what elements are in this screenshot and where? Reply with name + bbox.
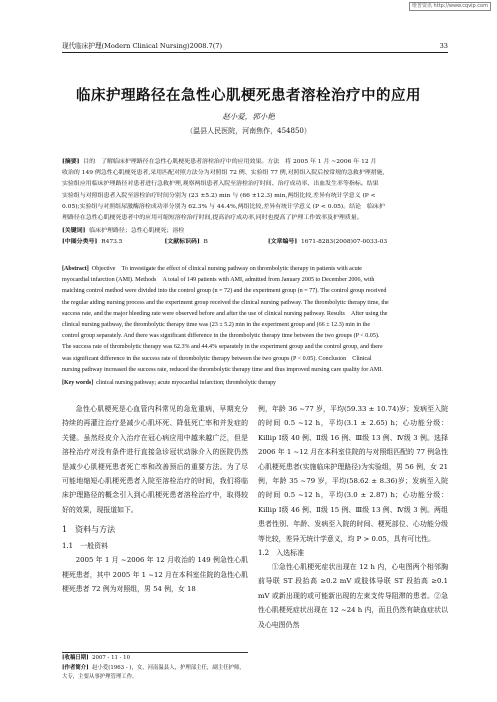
intro-paragraph: 急性心肌梗死是心血管内科常见的急危重病，早期充分持续的再灌注治疗是减少心肌坏死、降低死亡率和并发症的关键。虽然经皮介入治疗在冠心病应用中越来越广泛，但是溶栓治疗对没有条件进行直接急诊冠状动脉介入的医院仍然是减少心肌梗死患者死亡率和改善预后的重要方法。为了尽可能地缩短心肌梗死患者入院至溶栓治疗的时间，我们将临床护理路径的概念引入到心肌梗死患者溶栓治疗中，取得较好的效果，现报道如下。 <box>62 405 248 514</box>
footnote <box>62 652 248 683</box>
received-date: [收稿日期] 2007 - 11 - 10 <box>62 655 131 661</box>
subsection-heading: 1.2 入选标准 <box>258 549 305 558</box>
affiliation: （温县人民医院，河南焦作，454850） <box>186 127 311 135</box>
abstract-en-line: matching control method were divided into the control group (n = 72) and the experiment group (n = 77). The control group received <box>62 288 387 295</box>
keywords-cn: [关键词] 临床护理路径；急性心肌梗死；溶栓 <box>62 227 185 234</box>
general-data-paragraph: 2005 年 1 月 ~2006 年 12 月收治的 149 例急性心肌梗死患者，其中 2005 年 1 ~12 月在本科室住院的急性心肌梗死患者 72 例为对照组，男 54 例，女 18 <box>62 556 248 594</box>
abstract-cn-line: 理路径在急性心肌梗死患者中的应用可缩短溶栓治疗时间,提高治疗成功率,同时也提高了护理工作效率及护理质量。 <box>62 214 363 222</box>
classification-line: [中图分类号] R473.5 [文献标识码] B [文章编号] 1671-8283(2008)07-0033-03 <box>62 238 388 245</box>
general-data-continued: 例，年龄 36 ~77 岁，平均(59.33 ± 10.74)岁；发病至入院的时间 0.5 ~12 h，平均(3.1 ± 2.65) h；心功能分级：Killip Ⅰ级 40 例、Ⅱ级 16 例、Ⅲ级 13 例、Ⅳ级 3 例。选择 2006 年 1 ~12 月在本科室住院的与对照组匹配的 77 例急性心肌梗死患者(实施临床护理路径)为实验组，男 56 例，女 21 例，年龄 35 ~79 岁，平均(58.62 ± 8.36)岁；发病至入院的时间 0.5 ~12 h，平均(3.0 ± 2.87) h；心功能分级：Killip Ⅰ级 46 例、Ⅱ级 15 例、Ⅲ级 13 例、Ⅳ级 3 例。两组患者性别、年龄、发病至入院的时间、梗死部位、心功能分级等比较，差异无统计学意义，均 P > 0.05，具有可比性。 <box>258 405 448 543</box>
section-heading: 1 资料与方法 <box>62 525 116 535</box>
journal-name: 现代临床护理(Modern Clinical Nursing)2008.7(7) <box>62 42 223 50</box>
abstract-cn-line: 收治的 149 例急性心肌梗死患者,采用匹配对照方法分为对照组 72 例、实验组 77 例,对照组入院后按常规的急救护理措施, <box>62 169 385 177</box>
abstract-en-line: nursing pathway increased the success rate, reduced the thrombolytic therapy time and thus improved nursing care quality for AMI. <box>62 366 383 373</box>
abstract-en-line: [Abstract] Objective To investigate the effect of clinical nursing pathway on thrombolytic therapy in patients with acute <box>62 266 363 272</box>
abstract-en-line: the regular aiding nursing process and the experiment group received the clinical nursing pathway. The thrombolytic therapy time, the <box>62 299 389 306</box>
running-head <box>62 40 448 53</box>
abstract-en <box>62 264 448 376</box>
abstract-en-line: control group separately. And there was significant difference in the thrombolytic therapy time between the two groups (P < 0.05). <box>62 333 380 340</box>
page-number: 33 <box>439 42 448 50</box>
keywords-en: [Key words] clinical nursing pathway; acute myocardial infarction; thrombolytic therapy <box>62 380 277 386</box>
left-column <box>62 402 248 596</box>
abstract-cn <box>62 156 448 223</box>
inclusion-criteria-paragraph: ①急性心肌梗死症状出现在 12 h 内，心电图两个相邻胸前导联 ST 段抬高 ≥0.2 mV 或肢体导联 ST 段抬高 ≥0.1 mV 或新出现的或可能新出现的左束支传导阻滞的患者。②急性心肌梗死症状出现在 12 ~24 h 内，而且仍然有缺血症状以及心电图仍然 <box>258 563 448 629</box>
abstract-cn-line: 实验组应用临床护理路径对患者进行急救护理,观察两组患者入院至溶栓治疗时间、治疗成功率、出血发生率等指标。结果 <box>62 180 379 188</box>
watermark-stamp: 维普资讯 http://www.cqvip.com <box>409 2 491 11</box>
right-column <box>258 402 448 632</box>
abstract-cn-line: 0.05);实验组与对照组尿激酶溶栓成功率分别为 62.3% 与 44.4%,两组比较,差异有统计学意义 (P < 0.05)。结论 临床护 <box>62 202 385 210</box>
abstract-en-line: clinical nursing pathway, the thrombolytic therapy time was (23 ± 5.2) min in the experiment group and (66 ± 12.3) min in the <box>62 322 371 329</box>
article-title: 临床护理路径在急性心肌梗死患者溶栓治疗中的应用 <box>76 87 421 104</box>
abstract-en-line: myocardial infarction (AMI). Methods A total of 149 patients with AMI, admitted from January 2005 to December 2006, with <box>62 277 375 284</box>
abstract-en-line: was significant difference in the success rate of thrombolytic therapy between the two groups (P < 0.05). Conclusion Clinical <box>62 355 372 362</box>
abstract-cn-line: [摘要] 目的 了解临床护理路径在急性心肌梗死患者溶栓治疗中的应用效果。方法 将 2005 年 1 月 ~2006 年 12 月 <box>62 158 377 165</box>
abstract-cn-line: 实验组与对照组患者入院至溶栓治疗时间分别为 (23 ±5.2) min 与 (66 ±12.3) min,两组比较,差异有统计学意义 (P < <box>62 191 376 199</box>
abstract-en-line: The success rate of thrombolytic therapy was 62.3% and 44.4% separately in the experiment group and the control group, and there <box>62 344 383 351</box>
authors: 赵小爱，郭小艳 <box>222 112 275 121</box>
subsection-heading: 1.1 一般资料 <box>62 542 109 551</box>
author-bio: [作者简介] 赵小爱(1963 - )，女，河南温县人，护理部主任，副主任护师，大专，主要从事护理管理工作。 <box>62 664 245 680</box>
abstract-en-line: success rate, and the major bleeding rate were observed before and after the use of clinical nursing pathway. Results After using the <box>62 310 388 317</box>
